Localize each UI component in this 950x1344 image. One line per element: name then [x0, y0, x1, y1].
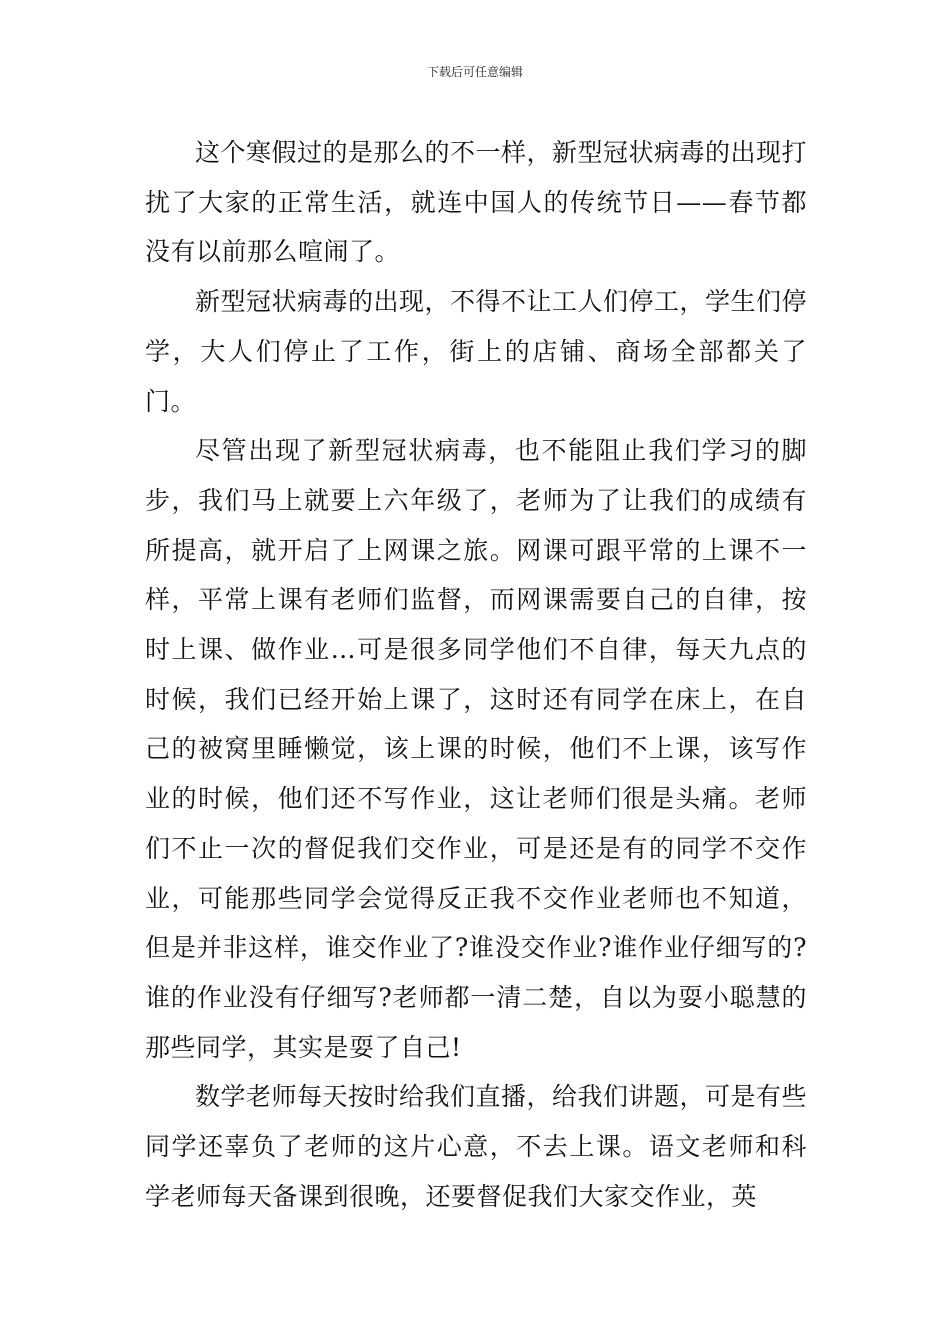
document-body — [145, 128, 807, 1221]
page-header: 下载后可任意编辑 — [426, 65, 523, 79]
paragraph-1: 这个寒假过的是那么的不一样，新型冠状病毒的出现打扰了大家的正常生活，就连中国人的传统节日——春节都没有以前那么喧闹了。 — [145, 138, 808, 267]
paragraph-2: 新型冠状病毒的出现，不得不让工人们停工，学生们停学，大人们停止了工作，街上的店铺、商场全部都关了门。 — [145, 287, 808, 416]
paragraph-4: 数学老师每天按时给我们直播，给我们讲题，可是有些同学还辜负了老师的这片心意，不去上课。语文老师和科学老师每天备课到很晚，还要督促我们大家交作业，英 — [145, 1082, 808, 1211]
paragraph-3: 尽管出现了新型冠状病毒，也不能阻止我们学习的脚步，我们马上就要上六年级了，老师为了让我们的成绩有所提高，就开启了上网课之旅。网课可跟平常的上课不一样，平常上课有老师们监督，而网课需要自己的自律，按时上课、做作业…可是很多同学他们不自律，每天九点的时候，我们已经开始上课了，这时还有同学在床上，在自己的被窝里睡懒觉，该上课的时候，他们不上课，该写作业的时候，他们还不写作业，这让老师们很是头痛。老师们不止一次的督促我们交作业，可是还是有的同学不交作业，可能那些同学会觉得反正我不交作业老师也不知道，但是并非这样，谁交作业了?谁没交作业?谁作业仔细写的?谁的作业没有仔细写?老师都一清二楚，自以为耍小聪慧的那些同学，其实是耍了自己! — [145, 436, 807, 1062]
